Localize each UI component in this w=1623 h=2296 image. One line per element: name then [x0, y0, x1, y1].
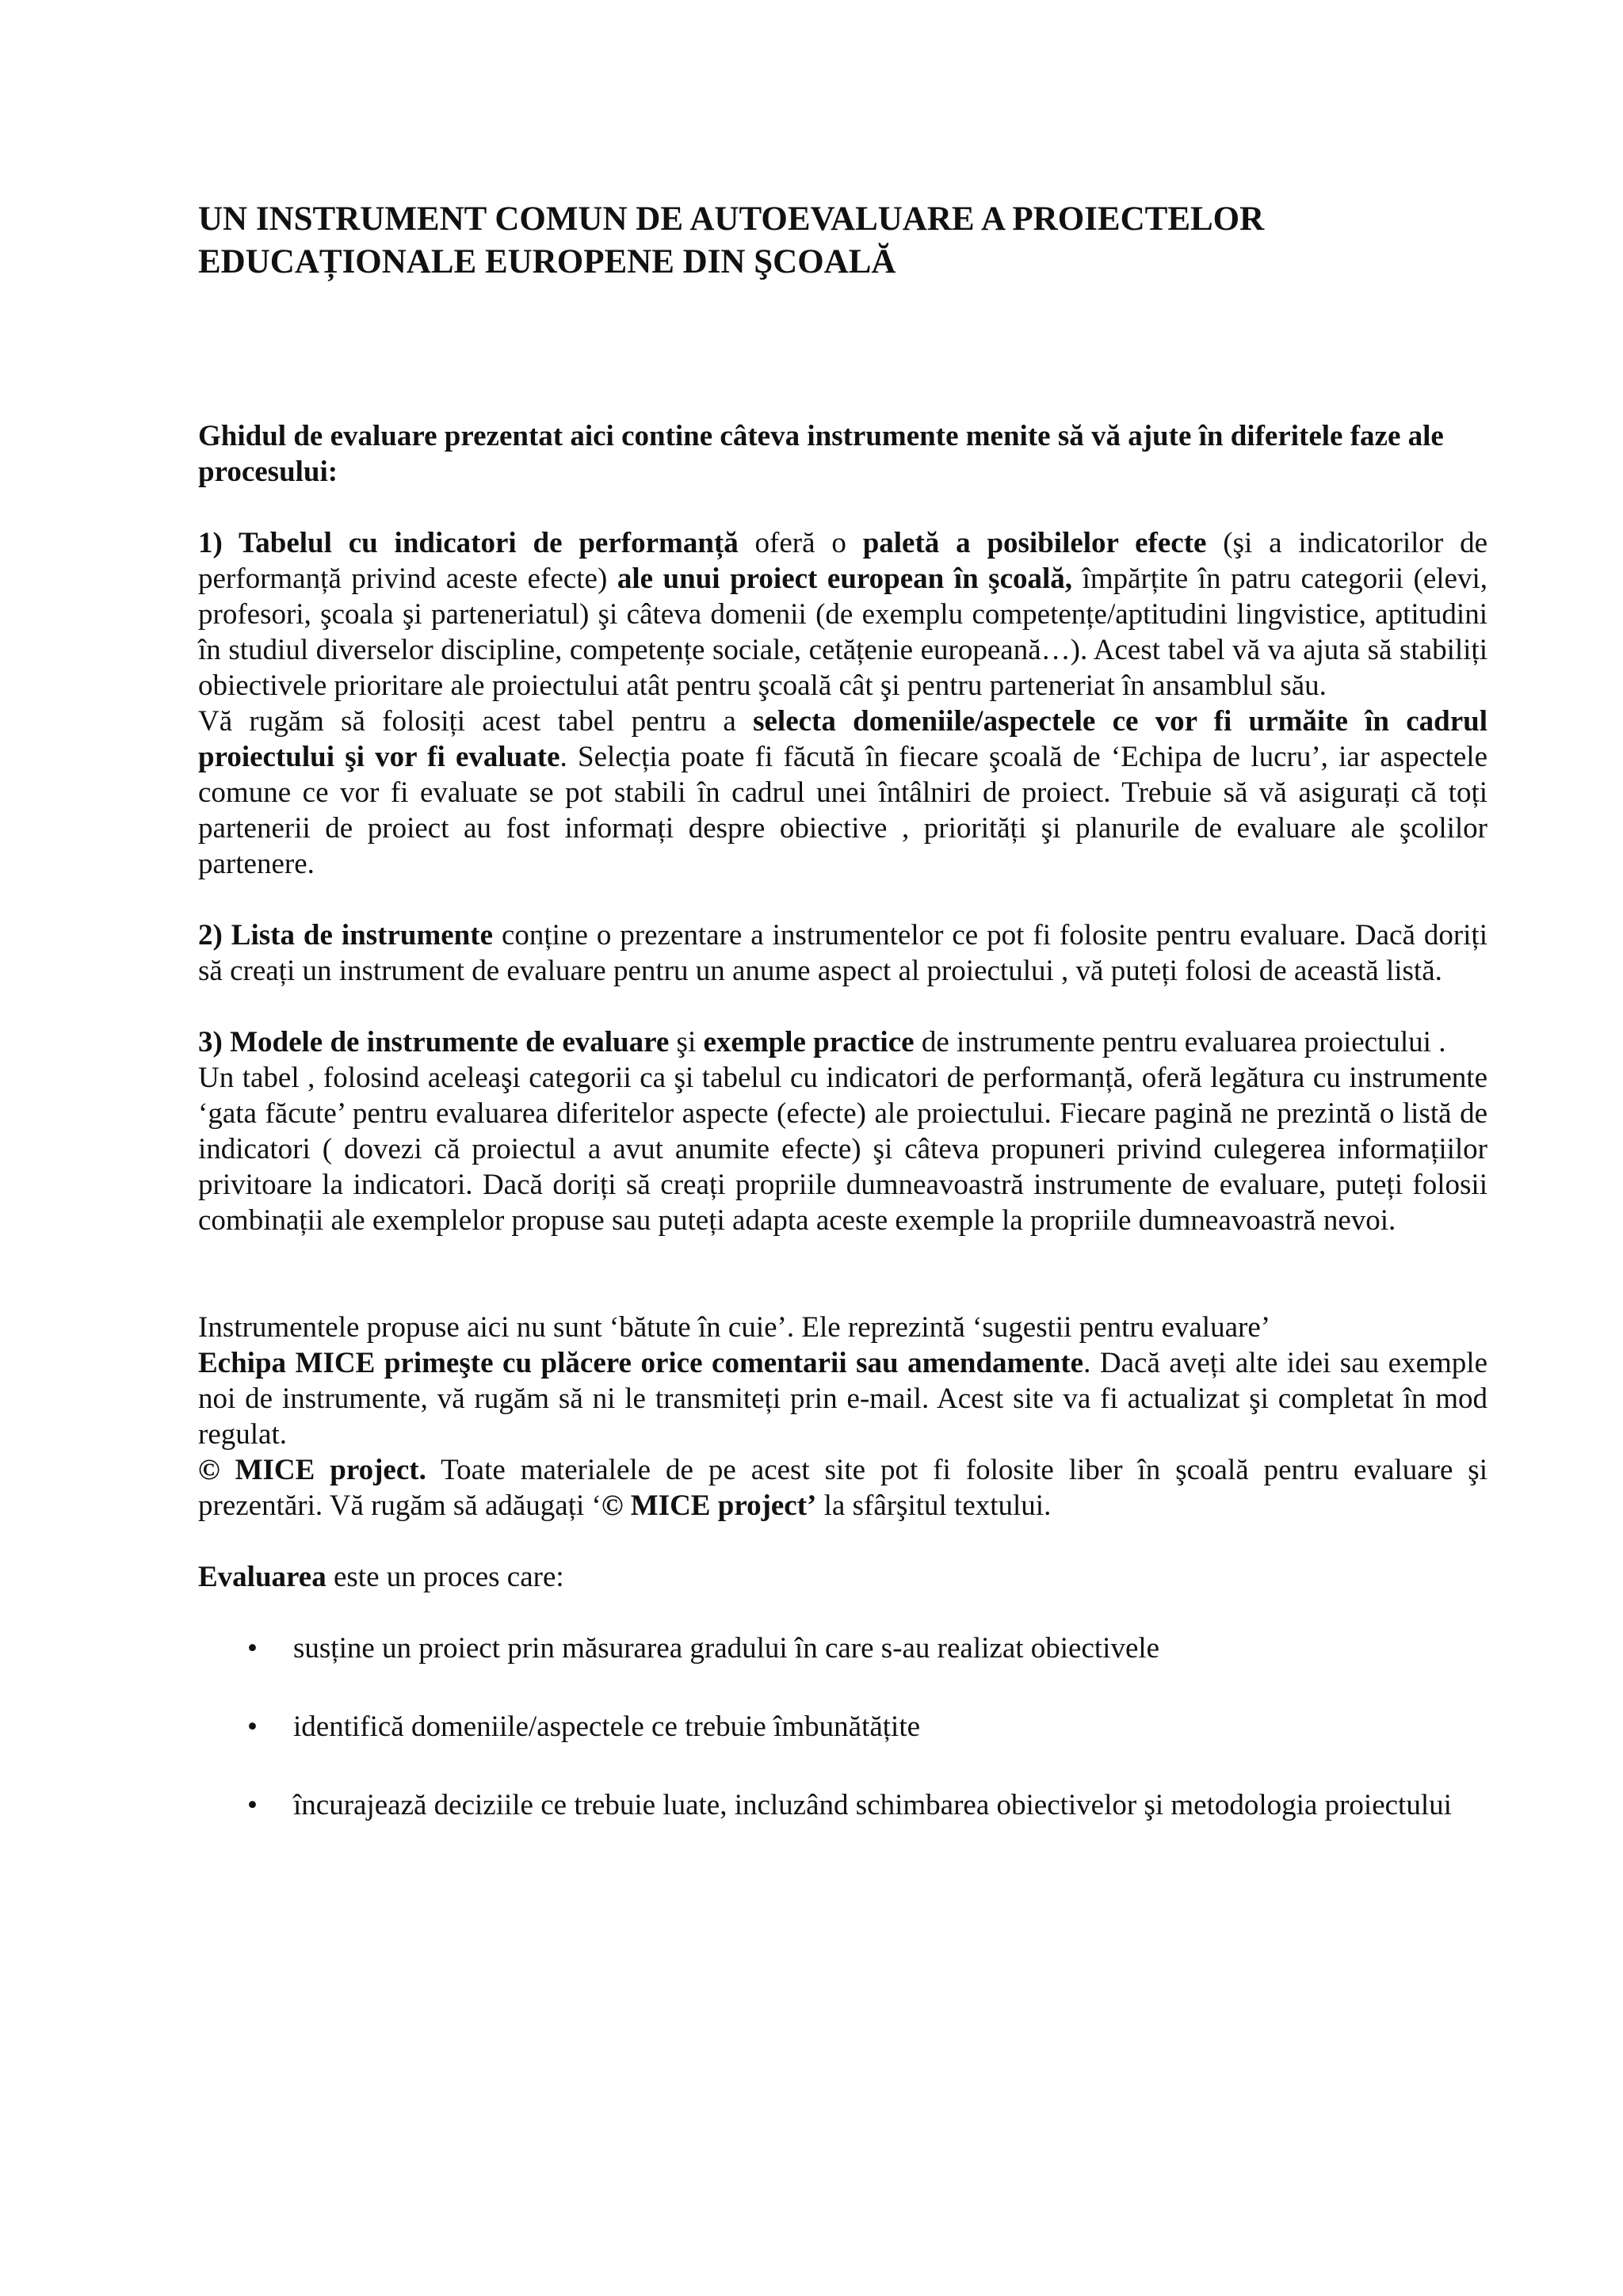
evaluation-intro: [198, 1559, 1487, 1595]
bold-run: MICE project’: [623, 1489, 817, 1522]
list-item-text: încurajează deciziile ce trebuie luate, incluzând schimbarea obiectivelor şi metodologia proiectului: [293, 1789, 1452, 1821]
section-2-heading: 2) Lista de instrumente: [198, 919, 494, 952]
section-2-paragraph: [198, 917, 1487, 989]
text-run: oferă o: [738, 527, 863, 559]
bold-run: selecta domeniile/aspectele ce vor fi urmăite în cadrul proiectului şi vor fi evaluate: [198, 705, 1488, 773]
evaluation-list: [198, 1630, 1487, 1823]
intro-paragraph: Ghidul de evaluare prezentat aici contine câteva instrumente menite să vă ajute în diferitele faze ale procesului:: [198, 420, 1444, 488]
section-3-heading: 3) Modele de instrumente de evaluare: [198, 1026, 670, 1058]
closing-line-1: Instrumentele propuse aici nu sunt ‘bătute în cuie’. Ele reprezintă ‘sugestii pentru evaluare’: [198, 1311, 1271, 1344]
list-item: [198, 1709, 1487, 1745]
text-run: . Selecția poate fi făcută în fiecare şcoală de ‘Echipa de lucru’, iar aspectele comune ce vor fi evaluate se pot stabili în cadrul unei întâlniri de proiect. Trebuie să vă asigurați că toți partenerii de proiect au fost informați despre obiective , priorități şi planurile de evaluare ale şcolilor partenere.: [198, 741, 1487, 880]
bullet-icon: •: [247, 1632, 258, 1665]
bold-run: exemple practice: [703, 1026, 915, 1058]
bold-run: MICE project.: [220, 1454, 426, 1486]
title-line-1: UN INSTRUMENT COMUN DE AUTOEVALUARE A PROIECTELOR: [198, 200, 1265, 238]
closing-paragraph-2: [198, 1345, 1487, 1452]
list-item-text: susține un proiect prin măsurarea gradului în care s-au realizat obiectivele: [293, 1632, 1160, 1665]
document-body: [198, 418, 1487, 1866]
text-run: Toate materialele de pe acest site pot fi folosite liber în şcoală pentru evaluare şi prezentări. Vă rugăm să adăugați ‘: [198, 1454, 1487, 1522]
list-item: [198, 1630, 1487, 1666]
bold-run: ale unui proiect european în şcoală,: [617, 563, 1073, 595]
text-run: (şi a indicatorilor de performanță privind aceste efecte): [198, 527, 1487, 595]
title-line-2: EDUCAȚIONALE EUROPENE DIN ŞCOALĂ: [198, 243, 896, 280]
bullet-icon: •: [247, 1711, 258, 1743]
section-1-paragraph-2: [198, 704, 1487, 882]
bullet-icon: •: [247, 1789, 258, 1821]
text-run: . Dacă aveți alte idei sau exemple noi de instrumente, vă rugăm să ni le transmiteți prin e-mail. Acest site va fi actualizat şi completat în mod regulat.: [198, 1347, 1487, 1451]
text-run: şi: [669, 1026, 704, 1058]
bold-run: Echipa MICE primeşte cu plăcere orice comentarii sau amendamente: [198, 1347, 1084, 1379]
text-run: de instrumente pentru evaluarea proiectului .: [914, 1026, 1446, 1058]
text-run: conține o prezentare a instrumentelor ce pot fi folosite pentru evaluare. Dacă doriți să creați un instrument de evaluare pentru un anume aspect al proiectului , vă puteți folosi de această listă.: [198, 919, 1487, 987]
section-1-paragraph-1: [198, 525, 1487, 704]
bold-run: Evaluarea: [198, 1561, 327, 1593]
copyright-icon: ©: [198, 1454, 220, 1486]
bold-run: paletă a posibilelor efecte: [862, 527, 1207, 559]
section-3-paragraph-2: Un tabel , folosind aceleaşi categorii ca şi tabelul cu indicatori de performanță, oferă legătura cu instrumente ‘gata făcute’ pentru evaluarea diferitelor aspecte (efecte) ale proiectului. Fiecare pagină ne prezintă o listă de indicatori ( dovezi că proiectul a avut anumite efecte) şi câteva propuneri privind culegerea informațiilor privitoare la indicatori. Dacă doriți să creați propriile dumneavoastră instrumente de evaluare, puteți folosii combinații ale exemplelor propuse sau puteți adapta aceste exemple la propriile dumneavoastră nevoi.: [198, 1062, 1487, 1237]
copyright-paragraph: [198, 1452, 1487, 1524]
section-1-heading: 1) Tabelul cu indicatori de performanță: [198, 527, 739, 559]
list-item: [198, 1787, 1487, 1823]
document-title: [198, 198, 1466, 284]
list-item-text: identifică domeniile/aspectele ce trebuie îmbunătățite: [293, 1711, 921, 1743]
text-run: Vă rugăm să folosiți acest tabel pentru a: [198, 705, 754, 738]
copyright-icon: ©: [601, 1489, 624, 1522]
text-run: este un proces care:: [326, 1561, 564, 1593]
text-run: împărțite în patru categorii (elevi, profesori, şcoala şi parteneriatul) şi câteva domenii (de exemplu competențe/aptitudini lingvistice, aptitudini în studiul diverselor discipline, competențe sociale, cetățenie europeană…). Acest tabel vă va ajuta să stabiliți obiectivele prioritare ale proiectului atât pentru şcoală cât şi pentru parteneriat în ansamblul său.: [198, 563, 1487, 702]
text-run: la sfârşitul textului.: [816, 1489, 1052, 1522]
section-3-paragraph-1: [198, 1024, 1487, 1060]
